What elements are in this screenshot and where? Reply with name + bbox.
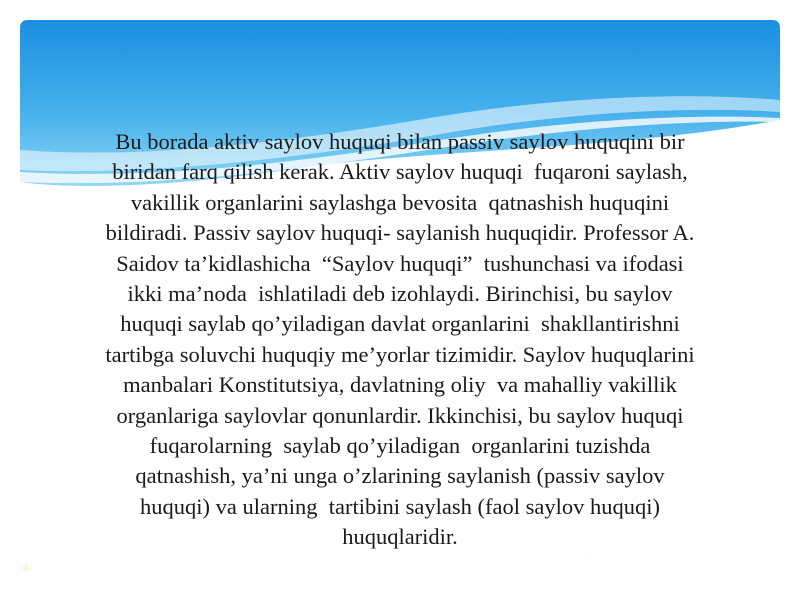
body-text-line: Bu borada aktiv saylov huquqi bilan passiv saylov huquqini bir (115, 129, 685, 154)
body-text-line: huquqi) va ularning tartibini saylash (faol saylov huquqi) (140, 493, 660, 519)
body-text-line: manbalari Konstitutsiya, davlatning oliy va mahalliy vakillik (123, 372, 677, 398)
star-icon (18, 560, 34, 576)
body-text-line: ikki ma’noda ishlatiladi deb izohlaydi. Birinchisi, bu saylov (127, 281, 673, 307)
body-text-line: organlariga saylovlar qonunlardir. Ikkinchisi, bu saylov huquqi (116, 402, 684, 428)
body-text-line: qatnashish, ya’ni unga o’zlarining saylanish (passiv saylov (135, 463, 665, 489)
body-text-line: tartibga soluvchi huquqiy me’yorlar tizimidir. Saylov huquqlarini (105, 341, 695, 367)
body-text-line: huquqi saylab qo’yiladigan davlat organlarini shakllantirishni (120, 311, 680, 337)
body-text (44, 127, 756, 553)
body-text-line: biridan farq qilish kerak. Aktiv saylov huquqi fuqaroni saylash, (112, 159, 688, 185)
body-text-line: bildiradi. Passiv saylov huquqi- saylanish huquqidir. Professor A. (105, 220, 695, 246)
body-text-line: fuqarolarning saylab qo’yiladigan organlarini tuzishda (149, 433, 651, 459)
body-text-line: huquqlaridir. (342, 524, 458, 550)
body-text-line: vakillik organlarini saylashga bevosita qatnashish huquqini (130, 189, 670, 215)
body-text-line: Saidov ta’kidlashicha “Saylov huquqi” tushunchasi va ifodasi (116, 250, 684, 276)
